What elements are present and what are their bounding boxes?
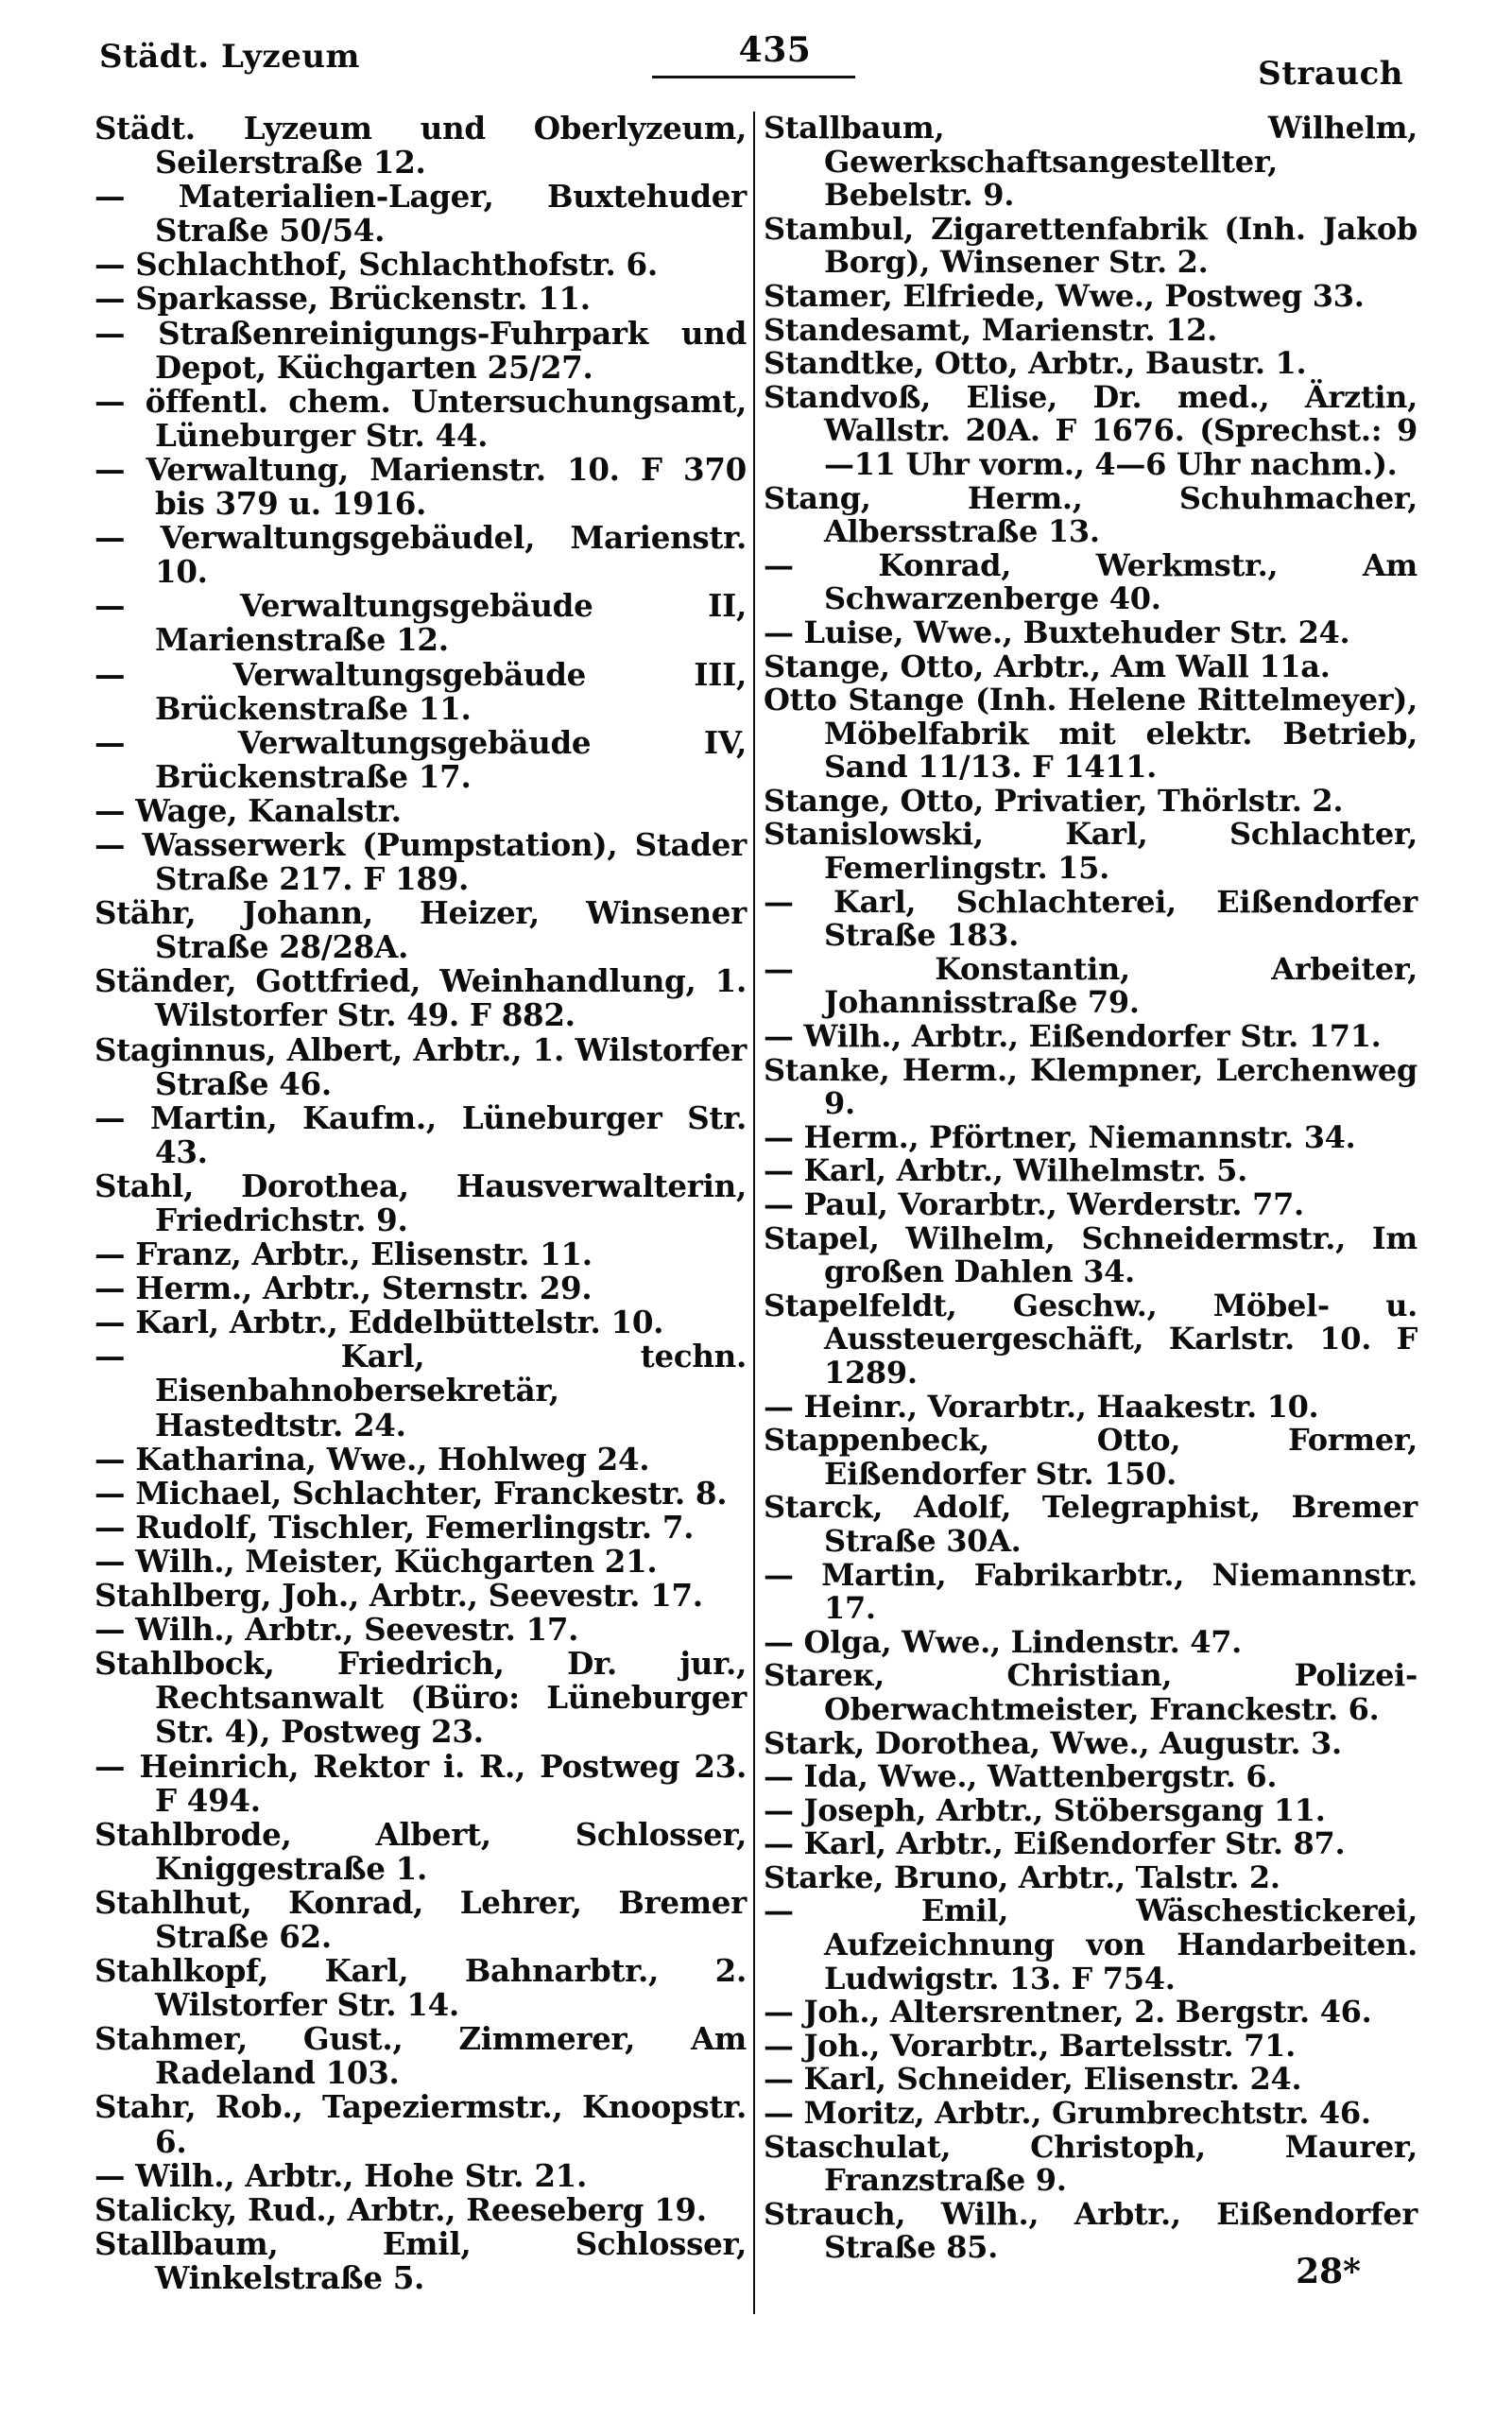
directory-entry: — Sparkasse, Brückenstr. 11.	[94, 280, 591, 318]
directory-entry: — Wilh., Meister, Küchgarten 21.	[94, 1542, 658, 1580]
directory-entry: — Moritz, Arbtr., Grumbrechtstr. 46.	[764, 2095, 1371, 2132]
directory-entry: — Martin, Kaufm., Lüneburger Str. 43.	[94, 1098, 747, 1170]
directory-entry: Ständer, Gottfried, Weinhandlung, 1. Wilstorfer Str. 49. F 882.	[94, 962, 747, 1034]
directory-entry: Stamer, Elfriede, Wwe., Postweg 33.	[764, 277, 1365, 314]
directory-entry: — Wilh., Arbtr., Hohe Str. 21.	[94, 2156, 587, 2194]
directory-entry: Stahlkopf, Karl, Bahnarbtr., 2. Wilstorfer Str. 14.	[94, 1952, 747, 2024]
directory-entry: Staschulat, Christoph, Maurer, Franzstraße 9.	[764, 2128, 1418, 2199]
directory-entry: Starck, Adolf, Telegraphist, Bremer Straße 30A.	[764, 1489, 1418, 1559]
directory-entry: — Karl, Schlachterei, Eißendorfer Straße 183.	[764, 883, 1418, 954]
directory-entry: Stahlberg, Joh., Arbtr., Seevestr. 17.	[94, 1577, 703, 1615]
directory-entry: — Paul, Vorarbtr., Werderstr. 77.	[764, 1186, 1304, 1222]
directory-entry: — Franz, Arbtr., Elisenstr. 11.	[94, 1236, 593, 1273]
directory-entry: — Joh., Altersrentner, 2. Bergstr. 46.	[764, 1994, 1372, 2031]
directory-entry: Stallbaum, Wilhelm, Gewerkschaftsangestellter, Bebelstr. 9.	[764, 110, 1418, 214]
directory-entry: Stambul, Zigarettenfabrik (Inh. Jakob Borg), Winsener Str. 2.	[764, 210, 1418, 281]
page-number: 435	[738, 30, 812, 70]
directory-entry: Stapel, Wilhelm, Schneidermstr., Im großen Dahlen 34.	[764, 1219, 1418, 1290]
directory-entry: — Katharina, Wwe., Hohlweg 24.	[94, 1440, 650, 1478]
directory-entry: — Heinr., Vorarbtr., Haakestr. 10.	[764, 1388, 1319, 1425]
directory-entry: Starke, Bruno, Arbtr., Talstr. 2.	[764, 1858, 1280, 1895]
directory-entry: Standesamt, Marienstr. 12.	[764, 311, 1217, 348]
directory-entry: Stahmer, Gust., Zimmerer, Am Radeland 103.	[94, 2020, 747, 2092]
signature-mark: 28*	[1296, 2252, 1361, 2291]
directory-entry: — Olga, Wwe., Lindenstr. 47.	[764, 1623, 1243, 1660]
directory-entry: Stapelfeldt, Geschw., Möbel- u. Aussteuergeschäft, Karlstr. 10. F 1289.	[764, 1287, 1418, 1391]
directory-entry: — Herm., Pförtner, Niemannstr. 34.	[764, 1118, 1356, 1155]
directory-entry: Stahlbrode, Albert, Schlosser, Kniggestraße 1.	[94, 1815, 747, 1887]
directory-entry: Stahlbock, Friedrich, Dr. jur., Rechtsanwalt (Büro: Lüneburger Str. 4), Postweg 23.	[94, 1645, 747, 1751]
directory-entry: — Verwaltungsgebäude III, Brückenstraße 11.	[94, 655, 747, 727]
directory-entry: Stallbaum, Emil, Schlosser, Winkelstraße 5.	[94, 2224, 747, 2296]
directory-entry: — Wilh., Arbtr., Seevestr. 17.	[94, 1611, 579, 1649]
directory-entry: Stanislowski, Karl, Schlachter, Femerlingstr. 15.	[764, 816, 1418, 887]
right-column	[764, 112, 1418, 2265]
directory-entry: — Karl, Arbtr., Eddelbüttelstr. 10.	[94, 1304, 664, 1341]
directory-entry: — Verwaltungsgebäudel, Marienstr. 10.	[94, 519, 747, 591]
directory-entry: Strauch, Wilh., Arbtr., Eißendorfer Straße 85.	[764, 2195, 1418, 2266]
directory-entry: Stahl, Dorothea, Hausverwalterin, Friedrichstr. 9.	[94, 1167, 747, 1238]
directory-entry: — Martin, Fabrikarbtr., Niemannstr. 17.	[764, 1556, 1418, 1627]
directory-entry: — Heinrich, Rektor i. R., Postweg 23. F 494.	[94, 1747, 747, 1819]
directory-entry: Otto Stange (Inh. Helene Rittelmeyer), Möbelfabrik mit elektr. Betrieb, Sand 11/13. F 1411.	[764, 682, 1418, 786]
directory-entry: — Straßenreinigungs-Fuhrpark und Depot, Küchgarten 25/27.	[94, 314, 747, 386]
directory-entry: — Karl, techn. Eisenbahnobersekretär, Hastedtstr. 24.	[94, 1338, 747, 1443]
directory-entry: — Wasserwerk (Pumpstation), Stader Straße 217. F 189.	[94, 825, 747, 898]
directory-entry: — Verwaltungsgebäude II, Marienstraße 12.	[94, 587, 747, 659]
directory-entry: — Ida, Wwe., Wattenbergstr. 6.	[764, 1758, 1278, 1795]
directory-entry: Stalicky, Rud., Arbtr., Reeseberg 19.	[94, 2190, 707, 2228]
directory-entry: Stahlhut, Konrad, Lehrer, Bremer Straße 62.	[94, 1883, 747, 1955]
directory-entry: — Joseph, Arbtr., Stöbersgang 11.	[764, 1791, 1326, 1828]
directory-entry: Stareк, Christian, Polizei-Oberwachtmeister, Franckestr. 6.	[764, 1657, 1418, 1727]
directory-entry: — Konstantin, Arbeiter, Johannisstraße 79.	[764, 950, 1418, 1021]
directory-entry: Stähr, Johann, Heizer, Winsener Straße 28/28A.	[94, 894, 747, 966]
directory-entry: — Herm., Arbtr., Sternstr. 29.	[94, 1270, 593, 1307]
directory-entry: — Konrad, Werkmstr., Am Schwarzenberge 40.	[764, 546, 1418, 617]
directory-entry: Städt. Lyzeum und Oberlyzeum, Seilerstraße 12.	[94, 110, 747, 182]
directory-entry: Standvoß, Elise, Dr. med., Ärztin, Wallstr. 20A. F 1676. (Sprechst.: 9—11 Uhr vorm., 4—6 Uhr nachm.).	[764, 378, 1418, 482]
directory-entry: Stange, Otto, Arbtr., Am Wall 11a.	[764, 648, 1331, 684]
directory-entry: — Luise, Wwe., Buxtehuder Str. 24.	[764, 614, 1350, 650]
directory-entry: — Rudolf, Tischler, Femerlingstr. 7.	[94, 1508, 695, 1546]
directory-entry: — Schlachthof, Schlachthofstr. 6.	[94, 246, 658, 284]
column-divider	[753, 112, 755, 2314]
directory-entry: — Karl, Schneider, Elisenstr. 24.	[764, 2061, 1302, 2098]
directory-entry: — Verwaltung, Marienstr. 10. F 370 bis 379 u. 1916.	[94, 450, 747, 523]
directory-entry: Stanke, Herm., Klempner, Lerchenweg 9.	[764, 1051, 1418, 1122]
running-head-right: Strauch	[1258, 55, 1403, 93]
directory-entry: — Joh., Vorarbtr., Bartelsstr. 71.	[764, 2027, 1296, 2064]
header-rule	[652, 76, 855, 78]
directory-entry: Stappenbeck, Otto, Former, Eißendorfer Str. 150.	[764, 1422, 1418, 1492]
directory-entry: — Verwaltungsgebäude IV, Brückenstraße 17.	[94, 723, 747, 795]
directory-entry: Stark, Dorothea, Wwe., Augustr. 3.	[764, 1724, 1342, 1761]
directory-entry: Stahr, Rob., Tapeziermstr., Knoopstr. 6.	[94, 2088, 747, 2160]
running-head-left: Städt. Lyzeum	[99, 38, 361, 76]
directory-entry: Stang, Herm., Schuhmacher, Albersstraße 13.	[764, 479, 1418, 550]
directory-entry: — Michael, Schlachter, Franckestr. 8.	[94, 1474, 728, 1512]
directory-entry: — Wage, Kanalstr.	[94, 791, 402, 829]
directory-entry: Staginnus, Albert, Arbtr., 1. Wilstorfer Straße 46.	[94, 1030, 747, 1102]
directory-entry: — Wilh., Arbtr., Eißendorfer Str. 171.	[764, 1018, 1382, 1055]
directory-entry: — öffentl. chem. Untersuchungsamt, Lüneburger Str. 44.	[94, 382, 747, 454]
directory-entry: Standtke, Otto, Arbtr., Baustr. 1.	[764, 345, 1307, 382]
left-column	[94, 112, 747, 2295]
directory-entry: Stange, Otto, Privatier, Thörlstr. 2.	[764, 782, 1344, 819]
directory-entry: — Karl, Arbtr., Wilhelmstr. 5.	[764, 1152, 1247, 1189]
directory-entry: — Karl, Arbtr., Eißendorfer Str. 87.	[764, 1825, 1346, 1862]
directory-entry: — Emil, Wäschestickerei, Aufzeichnung von Handarbeiten. Ludwigstr. 13. F 754.	[764, 1893, 1418, 1996]
directory-entry: — Materialien-Lager, Buxtehuder Straße 50/54.	[94, 178, 747, 250]
